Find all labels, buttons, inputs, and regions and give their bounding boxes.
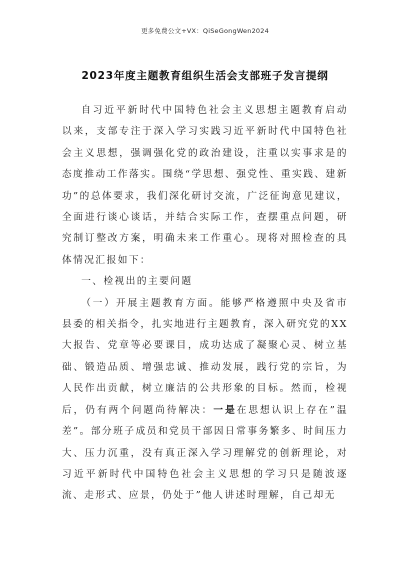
section-heading: 一、检视出的主要问题 [81, 276, 193, 288]
document-title: 2023年度主题教育组织生活会支部班子发言提纲 [81, 70, 329, 82]
header-note: 更多免费公文+VX：QiSeGongWen2024 [141, 27, 269, 35]
document-body [62, 100, 348, 507]
item-paragraph [62, 293, 348, 507]
intro-paragraph: 自习近平新时代中国特色社会主义思想主题教育启动以来，支部专注于深入学习实践习近平新时代中国特色社会主义思想，强调强化党的政治建设，注重以实事求是的态度推动工作落实。围绕“学思想、强党性、重实践、建新功”的总体要求，我们深化研讨交流，广泛征询意见建议，全面进行谈心谈话，并结合实际工作，查摆重点问题，研究制订整改方案，明确未来工作重心。现将对照检查的具体情况汇报如下： [62, 105, 348, 266]
item-emphasis: 一是 [213, 404, 237, 416]
item-text-after: 在思想认识上存在”温差”。部分班子成员和党员干部因日常事务繁多、时间压力大、压力沉重，没有真正深入学习理解党的创新理论，对习近平新时代中国特色社会主义思想的学习只是随波逐流、走形式、应景，仍处于”他人讲述时理解，自己却无 [62, 404, 348, 502]
item-text-before: （一）开展主题教育方面。能够严格遵照中央及省市县委的相关指令，扎实地进行主题教育，深入研究党的XX大报告、党章等必要课目，成功达成了凝聚心灵、树立基础、锻造品质、增强忠诚、推动发展，践行党的宗旨，为人民作出贡献，树立廉洁的公共形象的目标。然而，检视后，仍有两个问题尚待解决： [62, 297, 348, 416]
